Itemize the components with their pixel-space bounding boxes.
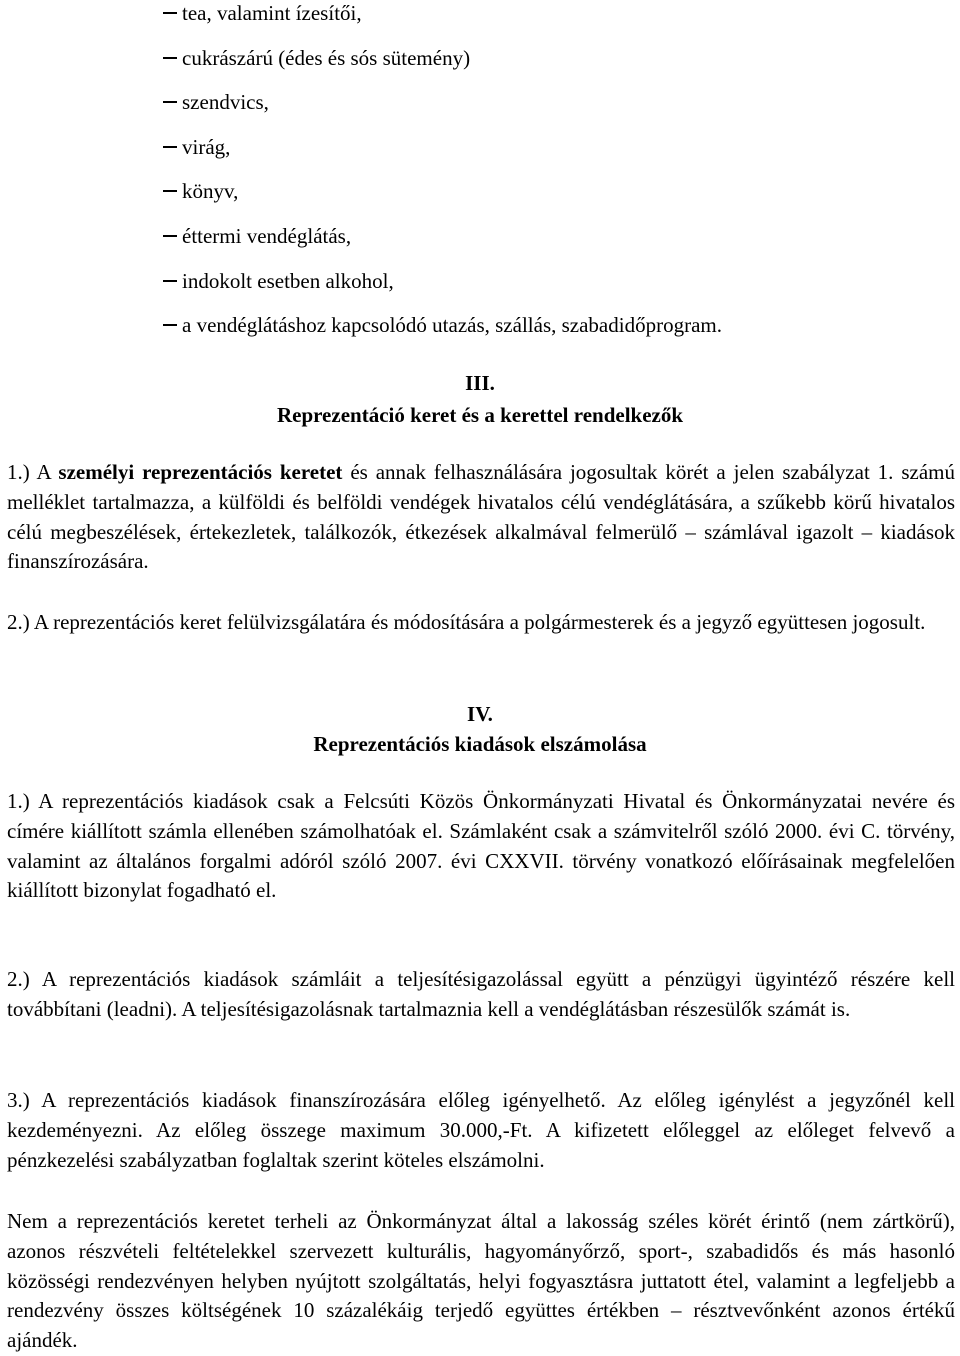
dash-icon (163, 57, 177, 59)
section-number-iv: IV. (467, 702, 493, 726)
paragraph-iii-1 (7, 458, 955, 577)
section-title-iv: Reprezentációs kiadások elszámolása (313, 732, 647, 756)
list-item (163, 0, 722, 45)
paragraph-prefix: 1.) A (7, 460, 59, 484)
dash-icon (163, 235, 177, 237)
dash-icon (163, 12, 177, 14)
list-item (163, 178, 722, 223)
list-item-text: indokolt esetben alkohol, (182, 268, 394, 293)
paragraph-iv-1: 1.) A reprezentációs kiadások csak a Felcsúti Közös Önkormányzati Hivatal és Önkormányzatai nevére és címére kiállított számla ellenében számolhatóak el. Számlaként csak a számvitelről szóló 2000. évi C. törvény, valamint az általános forgalmi adóról szóló 2007. évi CXXVII. törvény vonatkozó előírásainak megfelelően kiállított bizonylat fogadható el. (7, 789, 955, 903)
bold-phrase: személyi reprezentációs keretet (58, 460, 343, 484)
list-item (163, 268, 722, 313)
section-title-iii: Reprezentáció keret és a kerettel rendelkezők (276, 403, 684, 427)
dash-icon (163, 101, 177, 103)
paragraph-iv-4: Nem a reprezentációs keretet terheli az Önkormányzat által a lakosság széles körét érintő (nem zártkörű), azonos részvételi feltételekkel szervezett kulturális, hagyományőrző, sport-, szabadidős és más hasonló közösségi rendezvényen helyben nyújtott szolgáltatás, helyi fogyasztásra juttatott étel, valamint a legfeljebb a rendezvény összes költségének 10 százalékáig terjedő együttes értékben – résztvevőnként azonos értékű ajándék. (7, 1209, 955, 1353)
dash-icon (163, 146, 177, 148)
list-item-text: könyv, (182, 179, 239, 204)
list-item-text: tea, valamint ízesítői, (182, 1, 362, 25)
list-item-text: virág, (182, 134, 231, 159)
bullet-list (163, 0, 722, 357)
dash-icon (163, 280, 177, 282)
list-item (163, 312, 722, 357)
paragraph-iii-2: 2.) A reprezentációs keret felülvizsgálatára és módosítására a polgármesterek és a jegyző együttesen jogosult. (7, 610, 926, 634)
list-item (163, 45, 722, 90)
dash-icon (163, 190, 177, 192)
section-number-iii: III. (465, 371, 495, 395)
list-item-text: cukrászárú (édes és sós sütemény) (182, 45, 471, 70)
paragraph-iv-2: 2.) A reprezentációs kiadások számláit a teljesítésigazolással együtt a pénzügyi ügyintéző részére kell továbbítani (leadni). A teljesítésigazolásnak tartalmaznia kell a vendéglátásban részesülők számát is. (7, 967, 955, 1021)
paragraph-text: és annak felhasználására jogosultak körét a jelen szabályzat 1. számú melléklet tartalmazza, a külföldi és belföldi vendégek hivatalos célú vendéglátására, a szűkebb körű hivatalos célú megbeszélések, értekezletek, találkozók, étkezések alkalmával felmerülő – számlával igazolt – kiadások finanszírozására. (7, 460, 955, 574)
list-item-text: a vendéglátáshoz kapcsolódó utazás, szállás, szabadidőprogram. (182, 313, 722, 338)
list-item (163, 223, 722, 268)
list-item (163, 134, 722, 179)
list-item (163, 89, 722, 134)
dash-icon (163, 324, 177, 326)
list-item-text: éttermi vendéglátás, (182, 223, 352, 248)
list-item-text: szendvics, (182, 90, 269, 115)
paragraph-iv-3: 3.) A reprezentációs kiadások finanszírozására előleg igényelhető. Az előleg igénylést a jegyzőnél kell kezdeményezni. Az előleg összege maximum 30.000,-Ft. A kifizetett előleggel az előleget felvevő a pénzkezelési szabályzatban foglaltak szerint köteles elszámolni. (7, 1088, 955, 1172)
